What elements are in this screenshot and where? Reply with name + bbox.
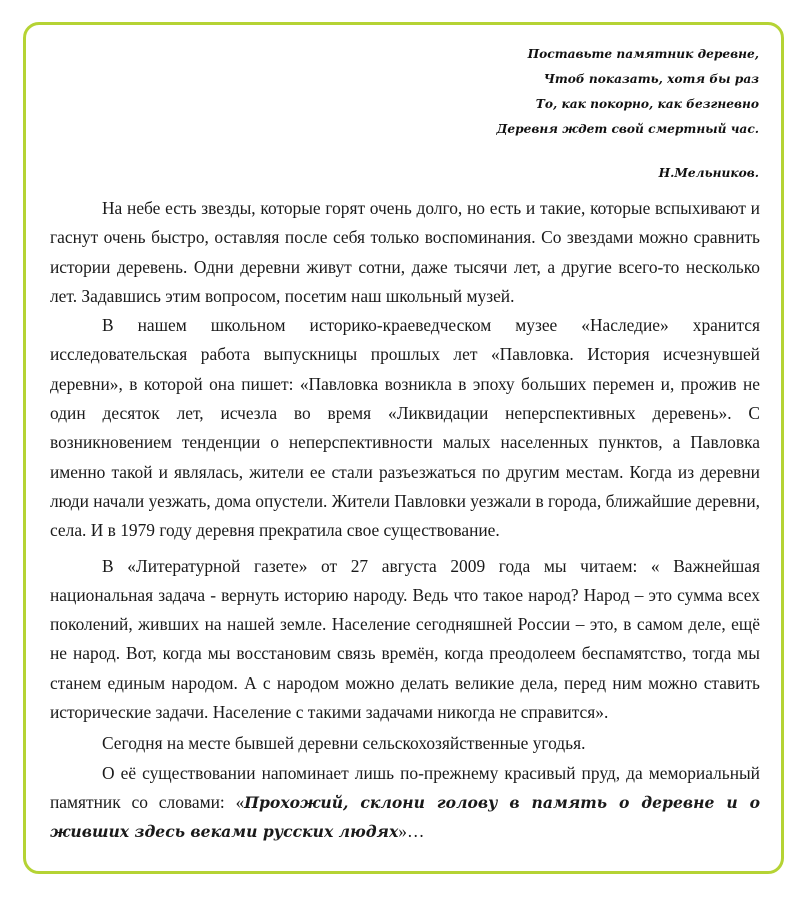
memorial-text: О её существовании напоминает лишь по-прежнему красивый пруд, да мемориальный памятник со словами: « <box>50 762 760 812</box>
memorial-ending: »… <box>398 821 425 842</box>
epigraph-line: Чтоб показать, хотя бы раз <box>543 72 759 86</box>
epigraph-author: Н.Мельников. <box>658 166 759 180</box>
memorial-inscription: Прохожий, склони голову в память о деревне и о живших здесь веками русских людях <box>50 792 760 842</box>
paragraph-today: Сегодня на месте бывшей деревни сельскохозяйственные угодья. <box>102 733 586 754</box>
epigraph-line: Поставьте памятник деревне, <box>527 47 759 61</box>
epigraph-line: То, как покорно, как безгневно <box>535 97 759 111</box>
article-body <box>50 194 760 847</box>
paragraph-stars: На небе есть звезды, которые горят очень долго, но есть и такие, которые вспыхивают и гаснут очень быстро, оставляя после себя только воспоминания. Со звездами можно сравнить истории деревень. Одни деревни живут сотни, даже тысячи лет, а другие всего-то несколько лет. Задавшись этим вопросом, посетим наш школьный музей. <box>50 198 760 306</box>
paragraph-gazette-quote: В «Литературной газете» от 27 августа 2009 года мы читаем: « Важнейшая национальная задача - вернуть историю народу. Ведь что такое народ? Народ – это сумма всех поколений, живших на нашей земле. Население сегодняшней России – это, в самом деле, ещё не народ. Вот, когда мы восстановим связь времён, когда преодолеем беспамятство, тогда мы станем единым народом. А с народом можно делать великие дела, перед ним можно ставить исторические задачи. Население с такими задачами никогда не справится». <box>50 555 760 723</box>
epigraph-line: Деревня ждет свой смертный час. <box>496 122 759 136</box>
paragraph-museum: В нашем школьном историко-краеведческом музее «Наследие» хранится исследовательская работа выпускницы прошлых лет «Павловка. История исчезнувшей деревни», в которой она пишет: «Павловка возникла в эпоху больших перемен и, прожив не один десяток лет, исчезла во время «Ликвидации неперспективных деревень». С возникновением тенденции о неперспективности малых населенных пунктов, а Павловка именно такой и являлась, жители ее стали разъезжаться по другим местам. Когда из деревни люди начали уезжать, дома опустели. Жители Павловки уезжали в города, ближайшие деревни, села. И в 1979 году деревня прекратила свое существование. <box>50 315 760 541</box>
epigraph-poem <box>359 42 759 186</box>
paragraph-memorial <box>50 759 760 847</box>
